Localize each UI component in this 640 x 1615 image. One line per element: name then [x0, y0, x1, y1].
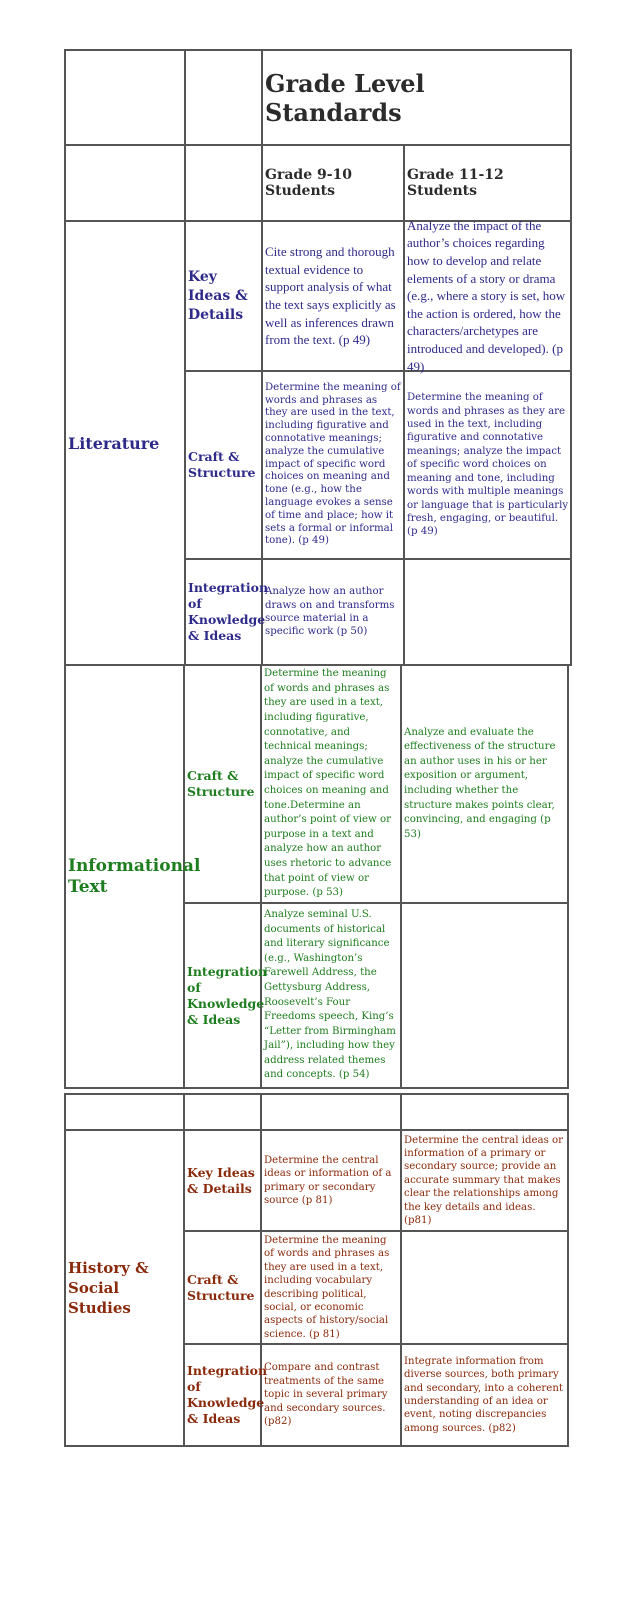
page-title — [263, 51, 570, 144]
cell-literature-craft-g9: Determine the meaning of words and phrases as they are used in the text, including figurative and connotative meanings; analyze the cumulative impact of specific word choices on meaning and tone (e.g., how the language evokes a sense of time and place; how it sets a formal or informal tone). (p 49) — [265, 381, 401, 547]
cell-literature-key-ideas-g11: Analyze the impact of the author’s choices regarding how to develop and relate elements of a story or drama (e.g., where a story is set, how the action is ordered, how the characters/archetypes are introduced and developed). (p 49) — [407, 217, 566, 374]
row-label-history-craft: Craft & Structure — [187, 1271, 255, 1303]
cell-history-key-ideas-g9: Determine the central ideas or information of a primary or secondary source (p 81) — [264, 1154, 392, 1206]
row-label-history-integration: Integration of Knowledge & Ideas — [187, 1363, 268, 1426]
row-label-history-key-ideas: Key Ideas & Details — [187, 1164, 255, 1196]
row-label-literature-key-ideas: Key Ideas & Details — [188, 268, 248, 323]
cell-literature-craft-g11: Determine the meaning of words and phrases as they are used in the text, including figurative and connotative meanings; analyze the impact of specific word choices on meaning and tone, including words with multiple meanings or language that is particularly fresh, engaging, or beautiful. (p 49) — [407, 392, 569, 538]
page-title-text: Grade Level Standards — [265, 68, 425, 127]
row-label-informational-craft: Craft & Structure — [187, 768, 255, 799]
cell-informational-integration-g9: Analyze seminal U.S. documents of historical and literary significance (e.g., Washington’s Farewell Address, the Gettysburg Address, Roosevelt’s Four Freedoms speech, King’s “Letter from Birmingham Jail”), including how they address related themes and concepts. (p 54) — [264, 908, 396, 1081]
cell-literature-key-ideas-g9: Cite strong and thorough textual evidence to support analysis of what the text says explicitly as well as inferences drawn from the text. (p 49) — [265, 244, 396, 348]
cell-informational-craft-g11: Analyze and evaluate the effectiveness of the structure an author uses in his or her exposition or argument, including whether the structure makes points clear, convincing, and engaging (p 53) — [404, 726, 556, 840]
row-label-literature-craft: Craft & Structure — [188, 449, 256, 480]
row-label-informational-integration: Integration of Knowledge & Ideas — [187, 963, 268, 1027]
cell-history-key-ideas-g11: Determine the central ideas or information of a primary or secondary source; provide an accurate summary that makes clear the relationships among the key details and ideas. (p81) — [404, 1134, 564, 1227]
cell-literature-integration-g9: Analyze how an author draws on and transforms source material in a specific work (p 50) — [265, 586, 395, 638]
column-header-grade-9-10: Grade 9-10 Students — [265, 167, 353, 199]
section-label-history: History & Social Studies — [68, 1259, 149, 1317]
cell-informational-craft-g9: Determine the meaning of words and phrases as they are used in a text, including figurative, connotative, and technical meanings; analyze the cumulative impact of specific word choices on meaning and tone.Determine an author’s point of view or purpose in a text and analyze how an author uses rhetoric to advance that point of view or purpose. (p 53) — [264, 668, 392, 899]
column-header-grade-11-12: Grade 11-12 Students — [407, 167, 504, 199]
cell-history-integration-g11: Integrate information from diverse sources, both primary and secondary, into a coherent understanding of an idea or event, noting discrepancies among sources. (p82) — [404, 1355, 563, 1434]
section-label-informational: Informational Text — [68, 855, 201, 897]
section-label-literature: Literature — [68, 433, 160, 453]
cell-history-craft-g9: Determine the meaning of words and phrases as they are used in a text, including vocabulary describing political, social, or economic aspects of history/social science. (p 81) — [264, 1234, 390, 1340]
row-label-literature-integration: Integration of Knowledge & Ideas — [188, 580, 269, 643]
cell-history-integration-g9: Compare and contrast treatments of the same topic in several primary and secondary sources. (p82) — [264, 1362, 388, 1428]
